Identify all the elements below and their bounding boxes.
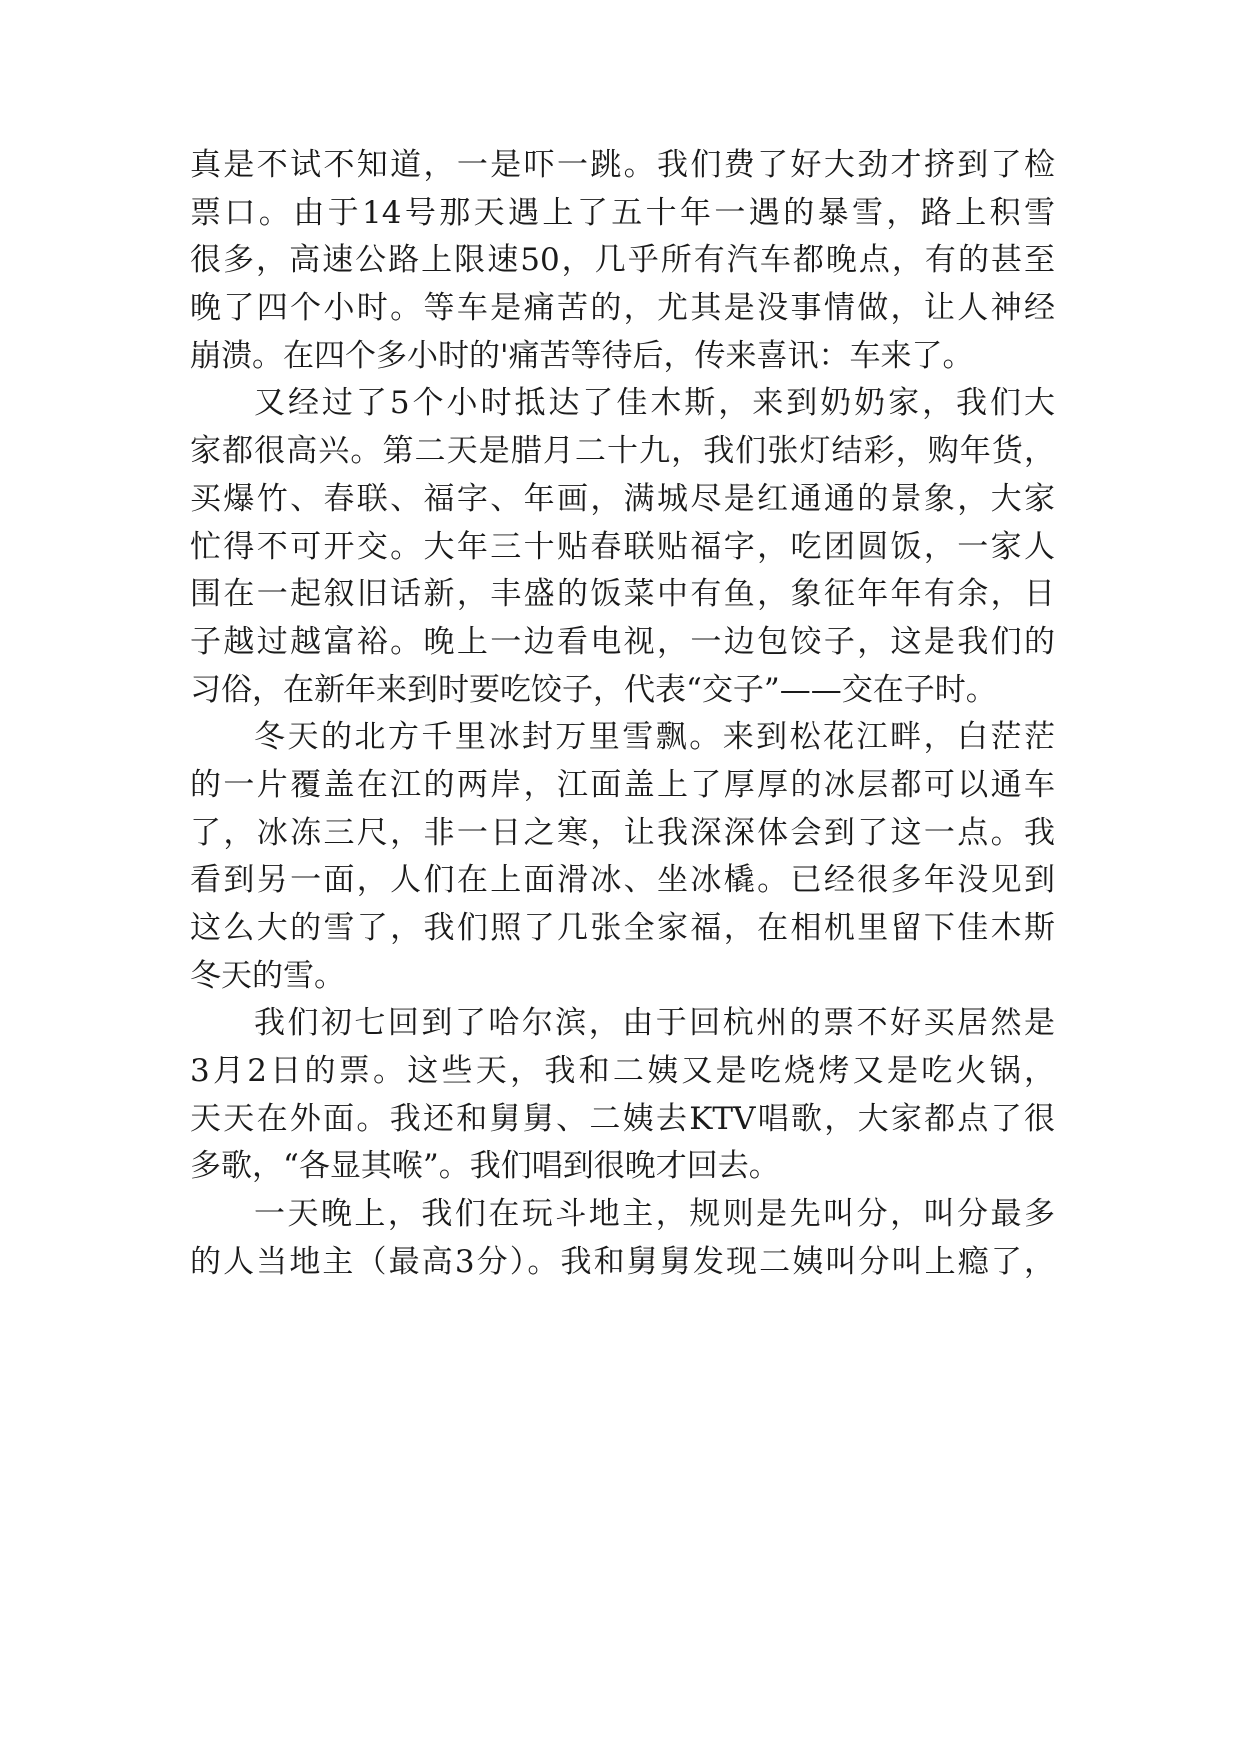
text-line: 了，冰冻三尺，非一日之寒，让我深深体会到了这一点。我 xyxy=(190,814,1055,851)
text-line: 的人当地主（最高3分）。我和舅舅发现二姨叫分叫上瘾了， xyxy=(190,1243,1055,1280)
text-line: 看到另一面，人们在上面滑冰、坐冰橇。已经很多年没见到 xyxy=(190,862,1055,899)
body-text xyxy=(190,142,1055,1287)
text-line: 3月2日的票。这些天，我和二姨又是吃烧烤又是吃火锅， xyxy=(190,1053,1055,1090)
text-line: 真是不试不知道，一是吓一跳。我们费了好大劲才挤到了检 xyxy=(190,147,1055,183)
text-line: 崩溃。在四个多小时的'痛苦等待后，传来喜讯：车来了。 xyxy=(190,337,974,374)
paragraph-first-line: 又经过了5个小时抵达了佳木斯，来到奶奶家，我们大 xyxy=(254,385,1055,422)
text-line: 忙得不可开交。大年三十贴春联贴福字，吃团圆饭，一家人 xyxy=(190,528,1055,565)
text-line: 子越过越富裕。晚上一边看电视，一边包饺子，这是我们的 xyxy=(190,623,1055,660)
text-line: 票口。由于14号那天遇上了五十年一遇的暴雪，路上积雪 xyxy=(190,194,1055,231)
text-line: 天天在外面。我还和舅舅、二姨去KTV唱歌，大家都点了很 xyxy=(190,1100,1055,1137)
text-line: 多歌，“各显其喉”。我们唱到很晚才回去。 xyxy=(190,1148,780,1185)
paragraph-first-line: 一天晚上，我们在玩斗地主，规则是先叫分，叫分最多 xyxy=(254,1196,1055,1233)
text-line: 很多，高速公路上限速50，几乎所有汽车都晚点，有的甚至 xyxy=(190,242,1055,279)
text-line: 围在一起叙旧话新，丰盛的饭菜中有鱼，象征年年有余，日 xyxy=(190,576,1055,613)
text-line: 冬天的雪。 xyxy=(190,957,345,994)
paragraph-first-line: 冬天的北方千里冰封万里雪飘。来到松花江畔，白茫茫 xyxy=(254,719,1055,756)
text-line: 晚了四个小时。等车是痛苦的，尤其是没事情做，让人神经 xyxy=(190,290,1055,327)
text-line: 这么大的雪了，我们照了几张全家福，在相机里留下佳木斯 xyxy=(190,910,1055,946)
text-line: 习俗，在新年来到时要吃饺子，代表“交子”——交在子时。 xyxy=(190,671,997,708)
paragraph-first-line: 我们初七回到了哈尔滨，由于回杭州的票不好买居然是 xyxy=(254,1005,1055,1042)
text-line: 买爆竹、春联、福字、年画，满城尽是红通通的景象，大家 xyxy=(190,480,1055,517)
text-line: 的一片覆盖在江的两岸，江面盖上了厚厚的冰层都可以通车 xyxy=(190,766,1055,803)
text-line: 家都很高兴。第二天是腊月二十九，我们张灯结彩，购年货， xyxy=(190,433,1055,470)
